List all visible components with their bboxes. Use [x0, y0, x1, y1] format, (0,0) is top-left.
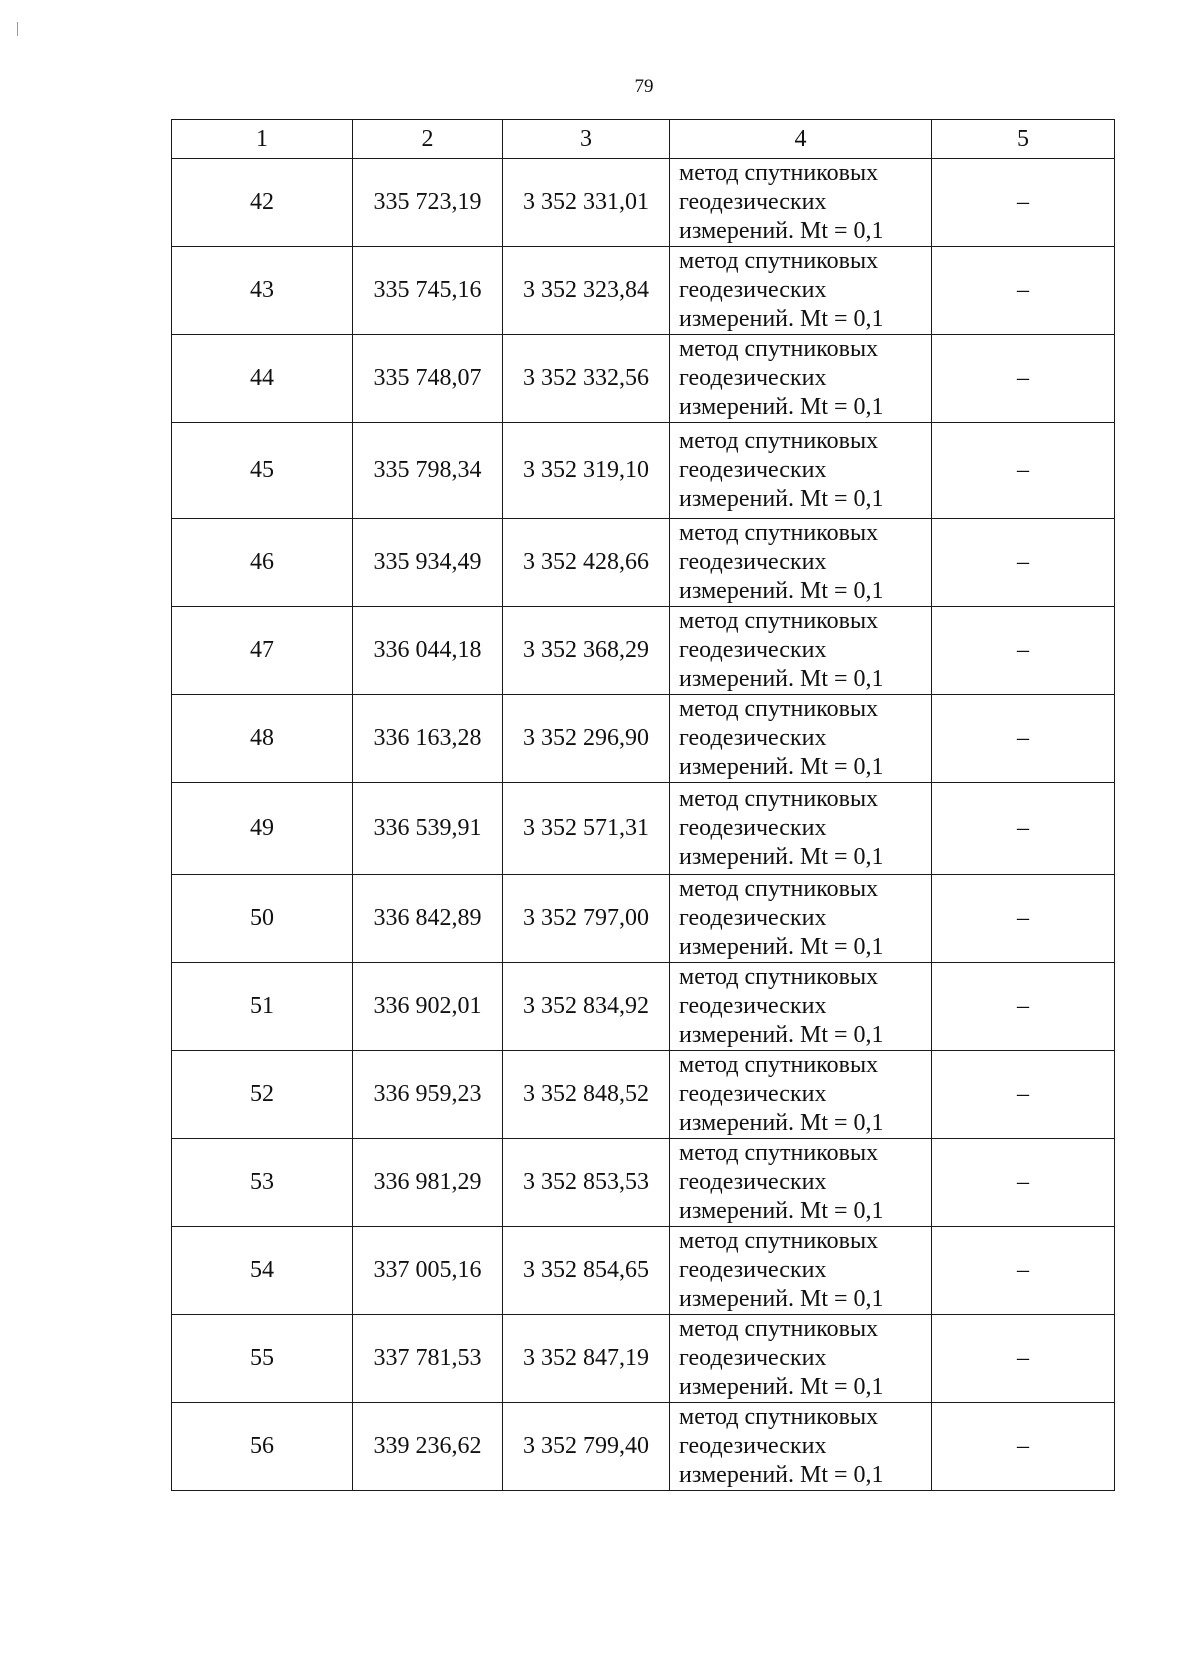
method-line: метод спутниковых	[679, 1404, 879, 1430]
method-line: измерений. Mt = 0,1	[679, 934, 884, 960]
table-row	[172, 695, 1115, 783]
note-cell: –	[932, 1051, 1115, 1139]
method-line: метод спутниковых	[679, 964, 879, 990]
note-cell: –	[932, 1403, 1115, 1491]
method-line: геодезических	[679, 1433, 827, 1459]
point-number-cell: 45	[172, 423, 353, 519]
method-line: измерений. Mt = 0,1	[679, 578, 884, 604]
method-cell	[670, 695, 932, 783]
method-line: метод спутниковых	[679, 160, 879, 186]
method-line: геодезических	[679, 1169, 827, 1195]
method-cell	[670, 335, 932, 423]
y-coordinate-cell: 3 352 323,84	[503, 247, 670, 335]
table-row	[172, 1227, 1115, 1315]
method-cell	[670, 247, 932, 335]
note-cell: –	[932, 335, 1115, 423]
method-line: измерений. Mt = 0,1	[679, 486, 884, 512]
x-coordinate-cell: 336 044,18	[353, 607, 503, 695]
method-cell	[670, 783, 932, 875]
method-line: измерений. Mt = 0,1	[679, 1374, 884, 1400]
table-row	[172, 423, 1115, 519]
x-coordinate-cell: 337 005,16	[353, 1227, 503, 1315]
method-cell	[670, 519, 932, 607]
note-cell: –	[932, 159, 1115, 247]
x-coordinate-cell: 336 842,89	[353, 875, 503, 963]
method-line: геодезических	[679, 1257, 827, 1283]
point-number-cell: 49	[172, 783, 353, 875]
y-coordinate-cell: 3 352 853,53	[503, 1139, 670, 1227]
method-line: геодезических	[679, 457, 827, 483]
x-coordinate-cell: 336 163,28	[353, 695, 503, 783]
table-row	[172, 607, 1115, 695]
note-cell: –	[932, 783, 1115, 875]
y-coordinate-cell: 3 352 799,40	[503, 1403, 670, 1491]
method-line: измерений. Mt = 0,1	[679, 1022, 884, 1048]
y-coordinate-cell: 3 352 854,65	[503, 1227, 670, 1315]
table-body	[172, 159, 1115, 1491]
method-cell	[670, 1403, 932, 1491]
y-coordinate-cell: 3 352 319,10	[503, 423, 670, 519]
table-row	[172, 159, 1115, 247]
x-coordinate-cell: 336 902,01	[353, 963, 503, 1051]
header-col-1: 1	[172, 120, 353, 159]
method-cell	[670, 1315, 932, 1403]
point-number-cell: 42	[172, 159, 353, 247]
note-cell: –	[932, 1227, 1115, 1315]
point-number-cell: 51	[172, 963, 353, 1051]
table-row	[172, 1051, 1115, 1139]
point-number-cell: 50	[172, 875, 353, 963]
method-line: измерений. Mt = 0,1	[679, 1462, 884, 1488]
x-coordinate-cell: 335 798,34	[353, 423, 503, 519]
y-coordinate-cell: 3 352 428,66	[503, 519, 670, 607]
note-cell: –	[932, 1139, 1115, 1227]
method-line: геодезических	[679, 725, 827, 751]
method-cell	[670, 963, 932, 1051]
y-coordinate-cell: 3 352 368,29	[503, 607, 670, 695]
method-line: измерений. Mt = 0,1	[679, 1110, 884, 1136]
method-line: измерений. Mt = 0,1	[679, 306, 884, 332]
note-cell: –	[932, 247, 1115, 335]
x-coordinate-cell: 336 981,29	[353, 1139, 503, 1227]
method-line: геодезических	[679, 637, 827, 663]
note-cell: –	[932, 423, 1115, 519]
method-line: измерений. Mt = 0,1	[679, 1286, 884, 1312]
y-coordinate-cell: 3 352 331,01	[503, 159, 670, 247]
method-cell	[670, 607, 932, 695]
method-line: геодезических	[679, 549, 827, 575]
method-cell	[670, 159, 932, 247]
x-coordinate-cell: 339 236,62	[353, 1403, 503, 1491]
method-line: геодезических	[679, 1345, 827, 1371]
method-line: геодезических	[679, 815, 827, 841]
y-coordinate-cell: 3 352 332,56	[503, 335, 670, 423]
method-line: геодезических	[679, 993, 827, 1019]
header-col-3: 3	[503, 120, 670, 159]
table-row	[172, 519, 1115, 607]
x-coordinate-cell: 335 745,16	[353, 247, 503, 335]
method-line: измерений. Mt = 0,1	[679, 844, 884, 870]
method-line: метод спутниковых	[679, 1228, 879, 1254]
point-number-cell: 56	[172, 1403, 353, 1491]
header-col-4: 4	[670, 120, 932, 159]
header-col-2: 2	[353, 120, 503, 159]
method-line: измерений. Mt = 0,1	[679, 666, 884, 692]
table-header-row	[172, 120, 1115, 159]
method-line: метод спутниковых	[679, 1316, 879, 1342]
table-row	[172, 247, 1115, 335]
method-line: метод спутниковых	[679, 336, 879, 362]
note-cell: –	[932, 963, 1115, 1051]
point-number-cell: 54	[172, 1227, 353, 1315]
note-cell: –	[932, 519, 1115, 607]
table-row	[172, 963, 1115, 1051]
table-row	[172, 1139, 1115, 1227]
point-number-cell: 44	[172, 335, 353, 423]
method-cell	[670, 1051, 932, 1139]
method-line: метод спутниковых	[679, 520, 879, 546]
method-line: измерений. Mt = 0,1	[679, 754, 884, 780]
point-number-cell: 47	[172, 607, 353, 695]
coordinates-table	[171, 119, 1115, 1491]
method-line: метод спутниковых	[679, 428, 879, 454]
point-number-cell: 48	[172, 695, 353, 783]
table-row	[172, 783, 1115, 875]
method-line: измерений. Mt = 0,1	[679, 394, 884, 420]
y-coordinate-cell: 3 352 296,90	[503, 695, 670, 783]
method-line: метод спутниковых	[679, 876, 879, 902]
method-line: метод спутниковых	[679, 1140, 879, 1166]
y-coordinate-cell: 3 352 834,92	[503, 963, 670, 1051]
method-line: метод спутниковых	[679, 248, 879, 274]
point-number-cell: 53	[172, 1139, 353, 1227]
method-line: метод спутниковых	[679, 696, 879, 722]
point-number-cell: 55	[172, 1315, 353, 1403]
method-line: геодезических	[679, 365, 827, 391]
x-coordinate-cell: 335 934,49	[353, 519, 503, 607]
y-coordinate-cell: 3 352 848,52	[503, 1051, 670, 1139]
method-line: геодезических	[679, 189, 827, 215]
method-line: геодезических	[679, 1081, 827, 1107]
method-line: измерений. Mt = 0,1	[679, 1198, 884, 1224]
table-row	[172, 335, 1115, 423]
point-number-cell: 46	[172, 519, 353, 607]
table-row	[172, 875, 1115, 963]
method-line: геодезических	[679, 277, 827, 303]
method-cell	[670, 423, 932, 519]
x-coordinate-cell: 336 539,91	[353, 783, 503, 875]
x-coordinate-cell: 335 723,19	[353, 159, 503, 247]
method-line: измерений. Mt = 0,1	[679, 218, 884, 244]
method-cell	[670, 875, 932, 963]
point-number-cell: 52	[172, 1051, 353, 1139]
table-row	[172, 1403, 1115, 1491]
x-coordinate-cell: 335 748,07	[353, 335, 503, 423]
y-coordinate-cell: 3 352 797,00	[503, 875, 670, 963]
x-coordinate-cell: 336 959,23	[353, 1051, 503, 1139]
page-number: 79	[634, 76, 654, 97]
method-cell	[670, 1139, 932, 1227]
x-coordinate-cell: 337 781,53	[353, 1315, 503, 1403]
y-coordinate-cell: 3 352 847,19	[503, 1315, 670, 1403]
method-line: метод спутниковых	[679, 786, 879, 812]
method-line: геодезических	[679, 905, 827, 931]
table-row	[172, 1315, 1115, 1403]
method-cell	[670, 1227, 932, 1315]
point-number-cell: 43	[172, 247, 353, 335]
method-line: метод спутниковых	[679, 608, 879, 634]
note-cell: –	[932, 695, 1115, 783]
header-col-5: 5	[932, 120, 1115, 159]
note-cell: –	[932, 607, 1115, 695]
method-line: метод спутниковых	[679, 1052, 879, 1078]
y-coordinate-cell: 3 352 571,31	[503, 783, 670, 875]
note-cell: –	[932, 1315, 1115, 1403]
note-cell: –	[932, 875, 1115, 963]
scan-mark	[17, 22, 18, 36]
